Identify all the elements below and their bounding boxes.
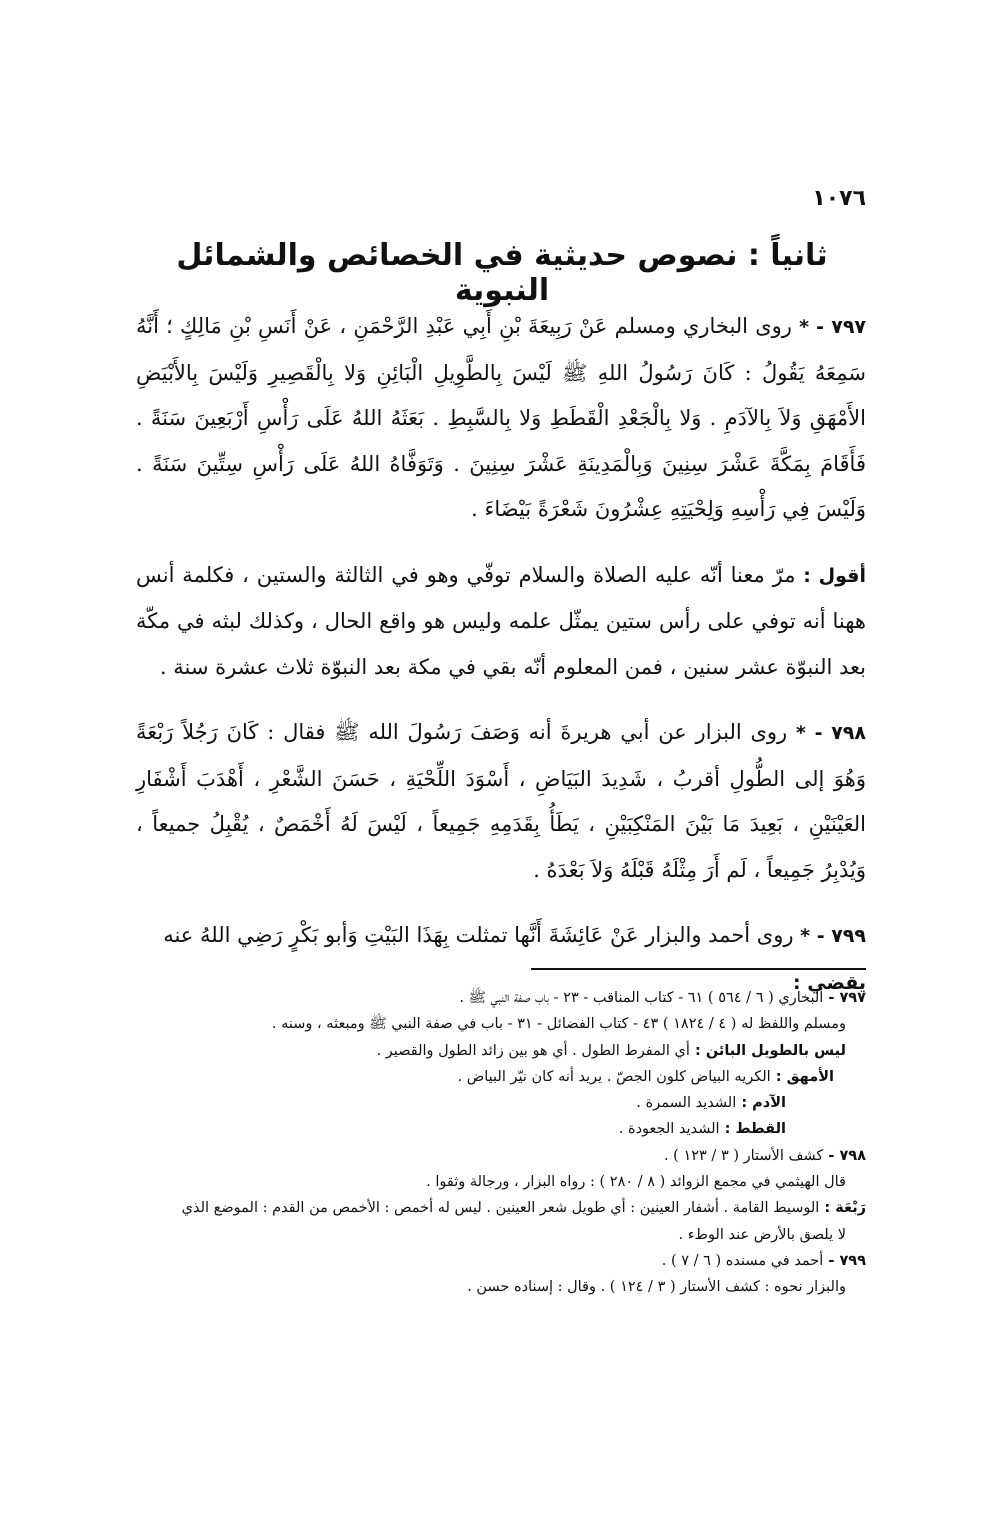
- footnote-text: قال الهيثمي في مجمع الزوائد ( ٨ / ٢٨٠ ) : رواه البزار ، ورجالة وثقوا .: [426, 1174, 846, 1191]
- footnote-line: [136, 1090, 866, 1116]
- footnote-text: كشف الأستار ( ٣ / ١٢٣ ) .: [663, 1147, 824, 1164]
- footnote-text: أحمد في مسنده ( ٦ / ٧ ) .: [661, 1252, 824, 1269]
- footnote-term: الآدم :: [736, 1095, 786, 1112]
- footnote-line: [136, 1038, 866, 1064]
- footnote-line: [136, 1222, 866, 1248]
- hadith-text: روى أحمد والبزار عَنْ عَائِشَةَ أَنَّها تمثلت بِهَذَا البَيْتِ وَأبو بَكْرٍ رَضِي اللهُ عنه: [163, 923, 794, 947]
- footnote-line: [136, 1116, 866, 1142]
- hadith-797: [136, 304, 866, 533]
- footnote-number: ٧٩٩ -: [823, 1252, 866, 1269]
- footnote-line: [136, 1169, 866, 1195]
- section-title: ثانياً : نصوص حديثية في الخصائص والشمائل النبوية: [176, 238, 828, 308]
- footnote-line: [136, 1274, 866, 1300]
- page-number: ١٠٧٦: [812, 186, 866, 211]
- footnote-term: القطط :: [719, 1121, 786, 1138]
- commentary-paragraph: [136, 553, 866, 691]
- footnote-term: رَبْعَة :: [819, 1200, 866, 1217]
- footnote-text: والبزار نحوه : كشف الأستار ( ٣ / ١٢٤ ) . وقال : إسناده حسن .: [467, 1279, 846, 1296]
- footnote-divider: [531, 968, 866, 970]
- footnote-text: الشديد الجعودة .: [618, 1121, 720, 1138]
- commentary-text: مرّ معنا أنّه عليه الصلاة والسلام توفّي وهو في الثالثة والستين ، فكلمة أنس ههنا أنه توفي على رأس ستين يمثّل علمه وليس هو واقع الحال ، وكذلك لبثه في مكّة بعد النبوّة عشر سنين ، فمن المعلوم أنّه بقي في مكة بعد النبوّة ثلاث عشرة سنة .: [136, 562, 866, 679]
- footnote-line: [136, 1143, 866, 1169]
- hadith-number: ٧٩٨ - *: [787, 722, 866, 744]
- footnote-text: أي المفرط الطول . أي هو بين زائد الطول والقصير .: [376, 1042, 690, 1059]
- footnote-term: ليس بالطويل البائن :: [689, 1042, 846, 1059]
- footnote-text: البخاري ( ٦ / ٥٦٤ ) ٦١ - كتاب المناقب - ٢٣ - باب صفة النبي ﷺ .: [459, 990, 824, 1006]
- footnote-line: [136, 1248, 866, 1274]
- hadith-continuation: يقضي :: [793, 971, 866, 994]
- footnote-number: ٧٩٧ -: [823, 990, 866, 1006]
- footnote-line: [136, 1064, 866, 1090]
- footnote-text: ومسلم واللفظ له ( ٤ / ١٨٢٤ ) ٤٣ - كتاب الفضائل - ٣١ - باب في صفة النبي ﷺ ومبعثه ، وسنه .: [271, 1016, 846, 1033]
- footnote-number: ٧٩٨ -: [823, 1147, 866, 1164]
- main-text: [136, 304, 866, 1006]
- hadith-text: روى البخاري ومسلم عَنْ رَبِيعَةَ بْنِ أَبِي عَبْدِ الرَّحْمَنِ ، عَنْ أَنَسِ بْنِ مَالِكٍ ؛ أَنَّهُ سَمِعَهُ يَقُولُ : كَانَ رَسُولُ اللهِ ﷺ لَيْسَ بِالطَّوِيلِ الْبَائِنِ وَلا بِالْقَصِيرِ وَلَيْسَ بِالأَبْيَضِ الأَمْهَقِ وَلاَ بِالآدَمِ . وَلا بِالْجَعْدِ الْقَطَطِ وَلا بِالسَّبِطِ . بَعَثَهُ اللهُ عَلَى رَأْسِ أَرْبَعِينَ سَنَةً . فَأَقَامَ بِمَكَّةَ عَشْرَ سِنِينَ وَبِالْمَدِينَةِ عَشْرَ سِنِينَ . وَتَوَفَّاهُ اللهُ عَلَى رَأْسِ سِتِّينَ سَنَةً . وَلَيْسَ فِي رَأْسِهِ وَلِحْيَتِهِ عِشْرُونَ شَعْرَةً بَيْضَاءَ .: [136, 314, 866, 521]
- footnote-text: الوسيط القامة . أشفار العينين : أي طويل شعر العينين . ليس له أخمص : الأخمص من القدم : الموضع الذي: [181, 1200, 820, 1217]
- hadith-text: روى البزار عن أبي هريرةَ أنه وَصَفَ رَسُولَ الله ﷺ فقال : كَانَ رَجُلاً رَبْعَةً وَهُوَ إلى الطُّولِ أقربُ ، شَدِيدَ البَيَاضِ ، أَسْوَدَ اللِّحْيَةِ ، حَسَنَ الشَّعْرِ ، أَهْدَبَ أَشْفَارِ العَيْنَيْنِ ، بَعِيدَ مَا بَيْنَ المَنْكِبَيْنِ ، يَطَأُ بِقَدَمِهِ جَمِيعاً ، لَيْسَ لَهُ أَخْمَصٌ ، يُقْبِلُ جميعاً ، وَيُدْبِرُ جَمِيعاً ، لَم أَرَ مِثْلَهُ قَبْلَهُ وَلاَ بَعْدَهُ .: [136, 720, 866, 882]
- hadith-798: [136, 710, 866, 893]
- footnote-text: الكريه البياض كلون الجصّ . يريد أنه كان نيّر البياض .: [457, 1068, 771, 1085]
- commentary-label: أقول :: [795, 564, 866, 587]
- footnote-text: لا يلصق بالأرض عند الوطء .: [678, 1226, 846, 1243]
- footnote-line: [136, 985, 866, 1011]
- footnote-line: [136, 1011, 866, 1037]
- hadith-number: ٧٩٩ - *: [793, 925, 866, 947]
- hadith-number: ٧٩٧ - *: [791, 316, 867, 338]
- footnote-text: الشديد السمرة .: [636, 1095, 737, 1112]
- footnotes: [136, 985, 866, 1301]
- footnote-term: الأمهق :: [770, 1068, 834, 1085]
- footnote-line: [136, 1195, 866, 1221]
